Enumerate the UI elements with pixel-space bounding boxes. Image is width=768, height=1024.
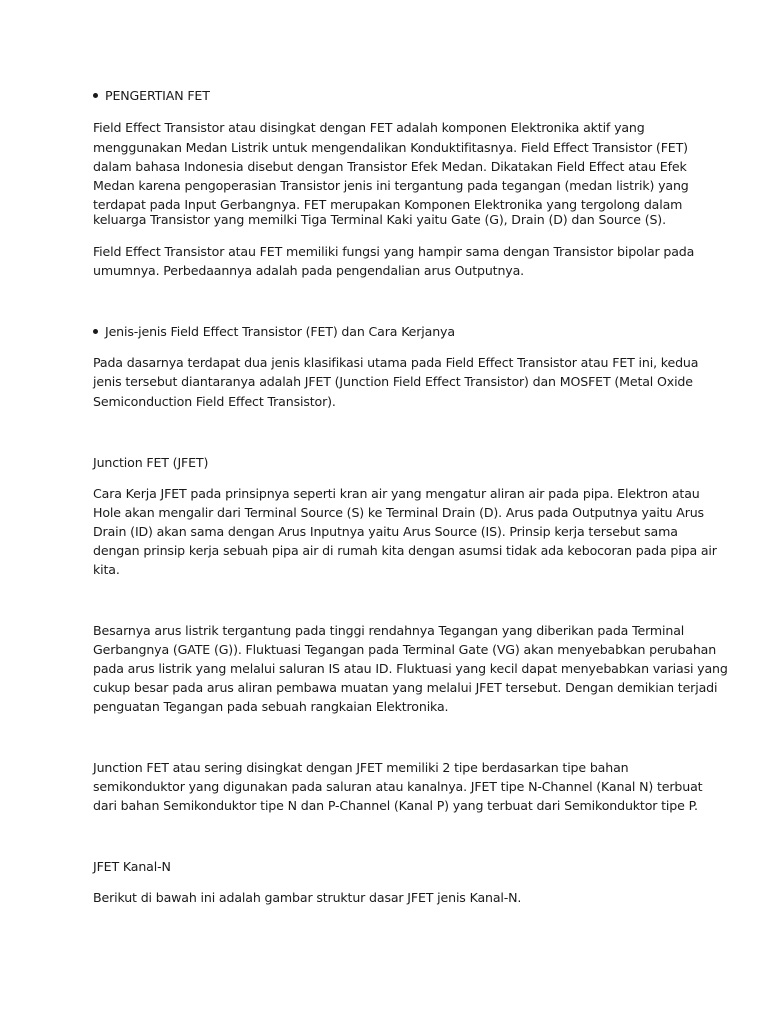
paragraph-line: Berikut di bawah ini adalah gambar struktur dasar JFET jenis Kanal-N. [93,890,522,905]
paragraph-line: dengan prinsip kerja sebuah pipa air di rumah kita dengan asumsi tidak ada kebocoran pada pipa air [93,543,717,558]
paragraph-line: cukup besar pada arus aliran pembawa muatan yang melalui JFET tersebut. Dengan demikian terjadi [93,680,718,695]
paragraph-line: jenis tersebut diantaranya adalah JFET (Junction Field Effect Transistor) dan MOSFET (Metal Oxide [93,374,693,389]
paragraph-line: Field Effect Transistor atau FET memiliki fungsi yang hampir sama dengan Transistor bipolar pada [93,244,695,259]
paragraph-line: dalam bahasa Indonesia disebut dengan Transistor Efek Medan. Dikatakan Field Effect atau Efek [93,159,687,174]
paragraph-line: keluarga Transistor yang memilki Tiga Terminal Kaki yaitu Gate (G), Drain (D) dan Source (S). [93,212,666,227]
paragraph-line: umumnya. Perbedaannya adalah pada pengendalian arus Outputnya. [93,263,524,278]
section-heading-jfet: Junction FET (JFET) [93,455,209,470]
paragraph-line: Hole akan mengalir dari Terminal Source (S) ke Terminal Drain (D). Arus pada Outputnya yaitu Arus [93,505,704,520]
section-heading-jenis [93,324,455,340]
section-heading-pengertian [93,88,210,104]
paragraph-line: Medan karena pengoperasian Transistor jenis ini tergantung pada tegangan (medan listrik) yang [93,178,689,193]
section-heading-kanal-n: JFET Kanal-N [93,859,171,874]
paragraph-line: kita. [93,562,120,577]
paragraph-line: penguatan Tegangan pada sebuah rangkaian Elektronika. [93,699,449,714]
paragraph-line: menggunakan Medan Listrik untuk mengendalikan Konduktifitasnya. Field Effect Transistor (FET) [93,140,688,155]
paragraph-line: Besarnya arus listrik tergantung pada tinggi rendahnya Tegangan yang diberikan pada Terminal [93,623,685,638]
paragraph-line: pada arus listrik yang melalui saluran IS atau ID. Fluktuasi yang kecil dapat menyebabkan variasi yang [93,661,728,676]
heading-text: Jenis-jenis Field Effect Transistor (FET) dan Cara Kerjanya [105,324,455,339]
paragraph-line: terdapat pada Input Gerbangnya. FET merupakan Komponen Elektronika yang tergolong dalam [93,197,683,212]
paragraph-line: Drain (ID) akan sama dengan Arus Inputnya yaitu Arus Source (IS). Prinsip kerja tersebut sama [93,524,678,539]
paragraph-line: Junction FET atau sering disingkat dengan JFET memiliki 2 tipe berdasarkan tipe bahan [93,760,629,775]
paragraph-line: Semiconduction Field Effect Transistor). [93,394,336,409]
paragraph-line: Field Effect Transistor atau disingkat dengan FET adalah komponen Elektronika aktif yang [93,120,645,135]
paragraph-line: Gerbangnya (GATE (G)). Fluktuasi Tegangan pada Terminal Gate (VG) akan menyebabkan perubahan [93,642,717,657]
bullet-icon [93,329,98,334]
paragraph-line: semikonduktor yang digunakan pada saluran atau kanalnya. JFET tipe N-Channel (Kanal N) terbuat [93,779,703,794]
heading-text: PENGERTIAN FET [105,88,210,103]
paragraph-line: dari bahan Semikonduktor tipe N dan P-Channel (Kanal P) yang terbuat dari Semikonduktor tipe P. [93,798,698,813]
paragraph-line: Cara Kerja JFET pada prinsipnya seperti kran air yang mengatur aliran air pada pipa. Elektron atau [93,486,700,501]
bullet-icon [93,93,98,98]
paragraph-line: Pada dasarnya terdapat dua jenis klasifikasi utama pada Field Effect Transistor atau FET ini, kedua [93,355,699,370]
